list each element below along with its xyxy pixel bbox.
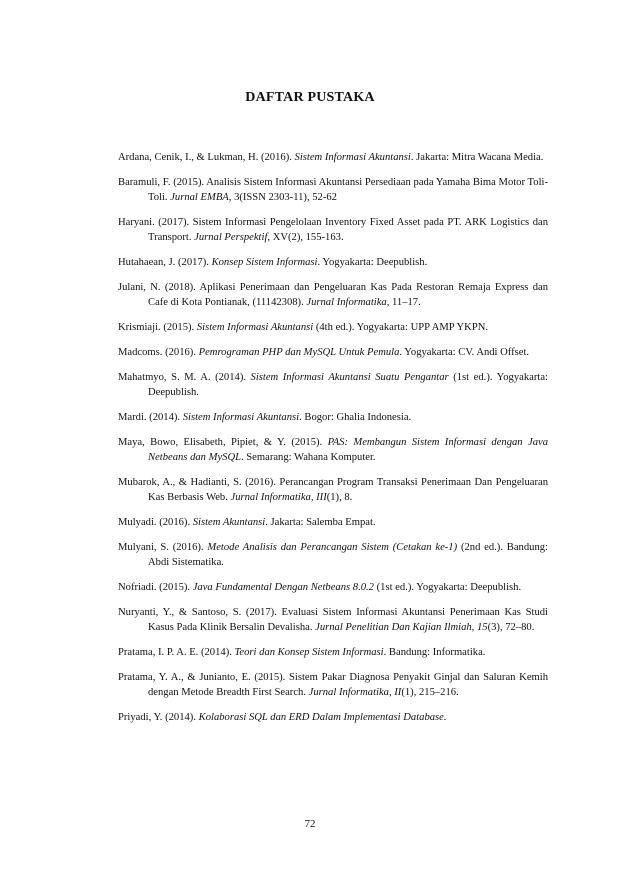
reference-italic-title: Konsep Sistem Informasi xyxy=(211,257,318,268)
reference-tail-text: . Bandung: Informatika. xyxy=(383,647,486,658)
reference-italic-title: Sistem Akuntansi xyxy=(192,517,266,528)
page-title: DAFTAR PUSTAKA xyxy=(245,90,375,105)
reference-italic-title: Jurnal Penelitian Dan Kajian Ilmiah, 15 xyxy=(315,622,488,633)
reference-entry xyxy=(118,670,548,700)
reference-italic-title: Jurnal EMBA xyxy=(170,192,229,203)
reference-italic-title: Jurnal Informatika, II xyxy=(308,687,402,698)
reference-italic-title: Jurnal Informatika xyxy=(306,297,387,308)
reference-tail-text: . Bogor: Ghalia Indonesia. xyxy=(299,412,412,423)
reference-italic-title: Sistem Informasi Akuntansi xyxy=(182,412,300,423)
reference-entry xyxy=(118,150,548,165)
reference-tail-text: (1st ed.). Yogyakarta: Deepublish. xyxy=(373,582,522,593)
reference-authors-text: Baramuli, F. (2015). Analisis Sistem Informasi Akuntansi Persediaan pada Yamaha Bima Motor Toli-Toli. xyxy=(118,177,548,203)
reference-entry xyxy=(118,580,548,595)
reference-entry xyxy=(118,345,548,360)
reference-authors-text: Mulyadi. (2016). xyxy=(118,517,193,528)
reference-tail-text: . Yogyakarta: Deepublish. xyxy=(317,257,428,268)
reference-italic-title: Java Fundamental Dengan Netbeans 8.0.2 xyxy=(192,582,374,593)
reference-authors-text: Mardi. (2014). xyxy=(118,412,183,423)
reference-entry xyxy=(118,475,548,505)
reference-italic-title: Metode Analisis dan Perancangan Sistem (Cetakan ke-1) xyxy=(207,542,458,553)
reference-authors-text: Mulyani, S. (2016). xyxy=(118,542,208,553)
reference-tail-text: (4th ed.). Yogyakarta: UPP AMP YKPN. xyxy=(313,322,489,333)
reference-tail-text: , 11–17. xyxy=(386,297,421,308)
reference-entry xyxy=(118,370,548,400)
reference-tail-text: . Semarang: Wahana Komputer. xyxy=(240,452,376,463)
reference-tail-text: (1), 8. xyxy=(326,492,353,503)
reference-authors-text: Pratama, Y. A., & Junianto, E. (2015). Sistem Pakar Diagnosa Penyakit Ginjal dan Saluran Kemih dengan Metode Breadth First Search. xyxy=(118,672,548,698)
reference-tail-text: (1st ed.). Yogyakarta: Deepublish. xyxy=(148,372,548,398)
reference-entry xyxy=(118,280,548,310)
reference-entry xyxy=(118,515,548,530)
reference-entry xyxy=(118,710,548,725)
reference-entry xyxy=(118,320,548,335)
reference-italic-title: Pemrograman PHP dan MySQL Untuk Pemula xyxy=(198,347,400,358)
reference-entry xyxy=(118,435,548,465)
reference-entry xyxy=(118,645,548,660)
reference-italic-title: Sistem Informasi Akuntansi Suatu Pengantar xyxy=(250,372,449,383)
reference-italic-title: Sistem Informasi Akuntansi xyxy=(294,152,411,163)
reference-tail-text: (1), 215–216. xyxy=(401,687,459,698)
reference-authors-text: Maya, Bowo, Elisabeth, Pipiet, & Y. (2015). xyxy=(118,437,328,448)
reference-entry xyxy=(118,255,548,270)
reference-entry xyxy=(118,605,548,635)
reference-italic-title: Sistem Informasi Akuntansi xyxy=(196,322,314,333)
reference-list xyxy=(118,150,548,735)
reference-tail-text: , XV(2), 155-163. xyxy=(267,232,344,243)
reference-authors-text: Krismiaji. (2015). xyxy=(118,322,197,333)
reference-italic-title: PAS: Membangun Sistem Informasi dengan Java Netbeans dan MySQL xyxy=(148,437,548,463)
reference-entry xyxy=(118,175,548,205)
reference-authors-text: Mahatmyo, S. M. A. (2014). xyxy=(118,372,251,383)
page-number: 72 xyxy=(304,818,316,830)
reference-entry xyxy=(118,410,548,425)
reference-tail-text: . Jakarta: Salemba Empat. xyxy=(265,517,376,528)
reference-authors-text: Nofriadi. (2015). xyxy=(118,582,193,593)
reference-tail-text: . Jakarta: Mitra Wacana Media. xyxy=(410,152,544,163)
reference-italic-title: Jurnal Perspektif xyxy=(194,232,268,243)
reference-authors-text: Ardana, Cenik, I., & Lukman, H. (2016). xyxy=(118,152,295,163)
reference-authors-text: Julani, N. (2018). Aplikasi Penerimaan dan Pengeluaran Kas Pada Restoran Remaja Express dan Cafe di Kota Pontianak, (11142308). xyxy=(118,282,548,308)
reference-authors-text: Madcoms. (2016). xyxy=(118,347,199,358)
reference-italic-title: Kolaborasi SQL dan ERD Dalam Implementasi Database. xyxy=(198,712,447,723)
reference-authors-text: Hutahaean, J. (2017). xyxy=(118,257,212,268)
reference-tail-text: (3), 72–80. xyxy=(487,622,535,633)
reference-tail-text: , 3(ISSN 2303-11), 52-62 xyxy=(228,192,337,203)
reference-italic-title: Jurnal Informatika, III xyxy=(230,492,327,503)
reference-tail-text: . Yogyakarta: CV. Andi Offset. xyxy=(399,347,530,358)
reference-entry xyxy=(118,215,548,245)
reference-authors-text: Mubarok, A., & Hadianti, S. (2016). Perancangan Program Transaksi Penerimaan Dan Pengeluaran Kas Berbasis Web. xyxy=(118,477,548,503)
reference-entry xyxy=(118,540,548,570)
reference-tail-text: (2nd ed.). Bandung: Abdi Sistematika. xyxy=(148,542,548,568)
reference-italic-title: Teori dan Konsep Sistem Informasi xyxy=(234,647,384,658)
reference-authors-text: Haryani. (2017). Sistem Informasi Pengelolaan Inventory Fixed Asset pada PT. ARK Logistics dan Transport. xyxy=(118,217,548,243)
reference-authors-text: Pratama, I. P. A. E. (2014). xyxy=(118,647,235,658)
reference-authors-text: Priyadi, Y. (2014). xyxy=(118,712,199,723)
reference-authors-text: Nuryanti, Y., & Santoso, S. (2017). Evaluasi Sistem Informasi Akuntansi Penerimaan Kas Studi Kasus Pada Klinik Bersalin Devalisha. xyxy=(118,607,548,633)
